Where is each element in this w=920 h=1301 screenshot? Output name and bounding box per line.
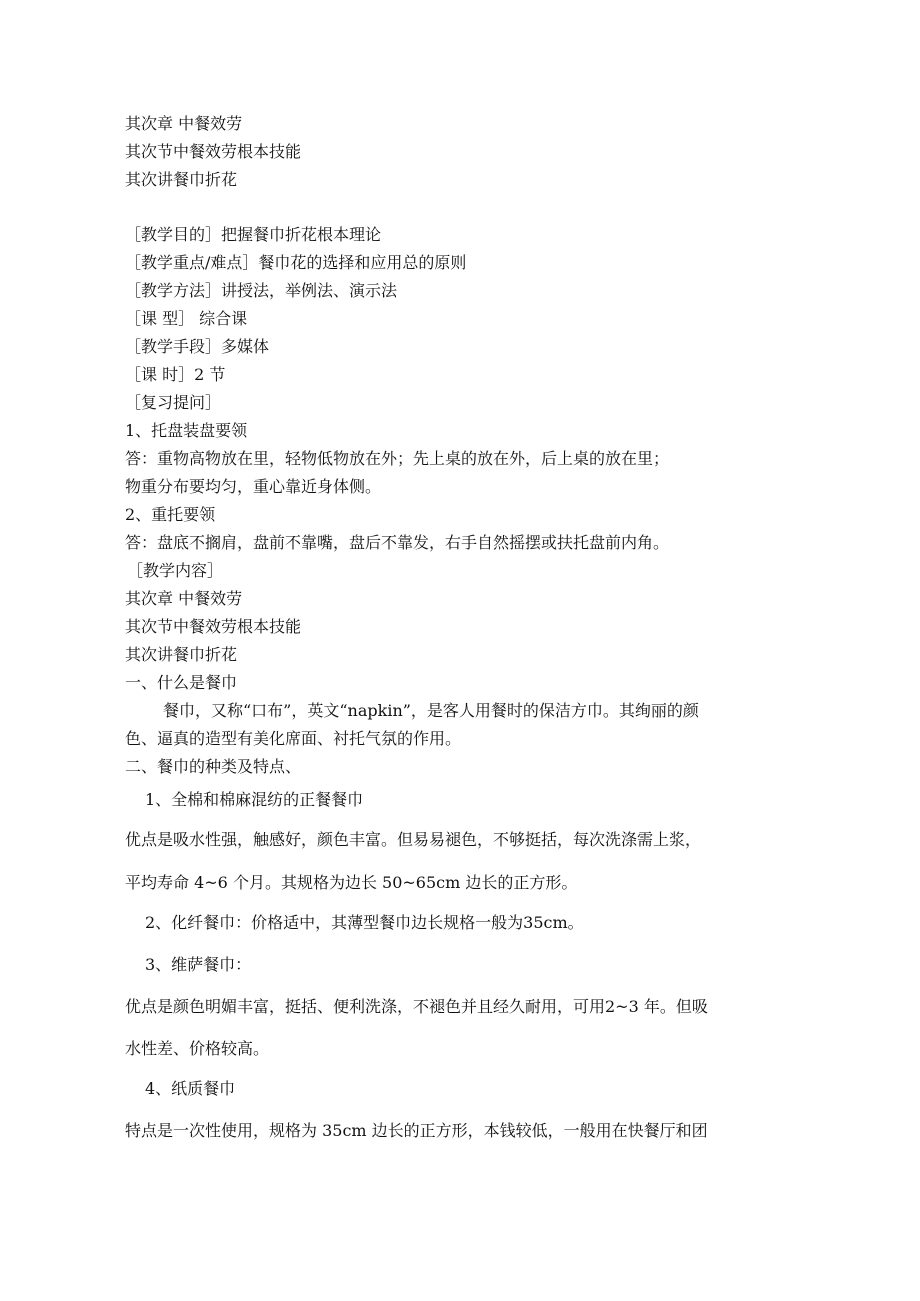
type-4-title: 4、纸质餐巾 bbox=[145, 1079, 236, 1098]
type-3-paragraph-line-1: 优点是颜色明媚丰富，挺括、便利洗涤，不褪色并且经久耐用，可用2~3 年。但吸 bbox=[125, 997, 708, 1016]
content-chapter: 其次章 中餐效劳 bbox=[125, 589, 243, 608]
review-heading: ［复习提问］ bbox=[125, 393, 222, 412]
type-3-title: 3、维萨餐巾： bbox=[145, 955, 252, 974]
teaching-objective: ［教学目的］把握餐巾折花根本理论 bbox=[125, 225, 382, 244]
review-question-1: 1、托盘装盘要领 bbox=[125, 421, 248, 440]
section-1-title: 一、什么是餐巾 bbox=[125, 673, 238, 692]
content-lecture: 其次讲餐巾折花 bbox=[125, 645, 238, 664]
type-4-paragraph-line-1: 特点是一次性使用，规格为 35cm 边长的正方形，本钱较低，一般用在快餐厅和团 bbox=[125, 1121, 708, 1140]
teaching-methods: ［教学方法］讲授法，举例法、演示法 bbox=[125, 281, 398, 300]
content-section: 其次节中餐效劳根本技能 bbox=[125, 617, 302, 636]
type-1-title: 1、全棉和棉麻混纺的正餐餐巾 bbox=[145, 790, 364, 809]
section-2-title: 二、餐巾的种类及特点、 bbox=[125, 757, 302, 776]
header-lecture: 其次讲餐巾折花 bbox=[125, 170, 238, 189]
review-answer-2: 答：盘底不搁肩，盘前不靠嘴，盘后不靠发，右手自然摇摆或扶托盘前内角。 bbox=[125, 533, 670, 552]
section-1-paragraph-line-2: 色、逼真的造型有美化席面、衬托气氛的作用。 bbox=[125, 729, 462, 748]
review-answer-1-line-1: 答：重物高物放在里，轻物低物放在外；先上桌的放在外，后上桌的放在里； bbox=[125, 449, 670, 468]
type-1-paragraph-line-1: 优点是吸水性强，触感好，颜色丰富。但易易褪色，不够挺括，每次洗涤需上浆， bbox=[125, 830, 702, 849]
type-1-paragraph-line-2: 平均寿命 4~6 个月。其规格为边长 50~65cm 边长的正方形。 bbox=[125, 873, 578, 892]
teaching-media: ［教学手段］多媒体 bbox=[125, 337, 270, 356]
teaching-key-points: ［教学重点/难点］餐巾花的选择和应用总的原则 bbox=[125, 253, 467, 272]
content-heading: ［教学内容］ bbox=[127, 561, 224, 580]
class-hours: ［课 时］2 节 bbox=[125, 365, 226, 384]
type-3-paragraph-line-2: 水性差、价格较高。 bbox=[125, 1039, 270, 1058]
header-section: 其次节中餐效劳根本技能 bbox=[125, 142, 302, 161]
header-chapter: 其次章 中餐效劳 bbox=[125, 114, 243, 133]
type-2-title: 2、化纤餐巾：价格适中，其薄型餐巾边长规格一般为35cm。 bbox=[145, 913, 584, 932]
review-question-2: 2、重托要领 bbox=[125, 505, 216, 524]
course-type: ［课 型］ 综合课 bbox=[125, 309, 248, 328]
review-answer-1-line-2: 物重分布要均匀，重心靠近身体侧。 bbox=[125, 477, 382, 496]
section-1-paragraph-line-1: 餐巾，又称“口布”，英文“napkin”，是客人用餐时的保洁方巾。其绚丽的颜 bbox=[163, 701, 699, 720]
